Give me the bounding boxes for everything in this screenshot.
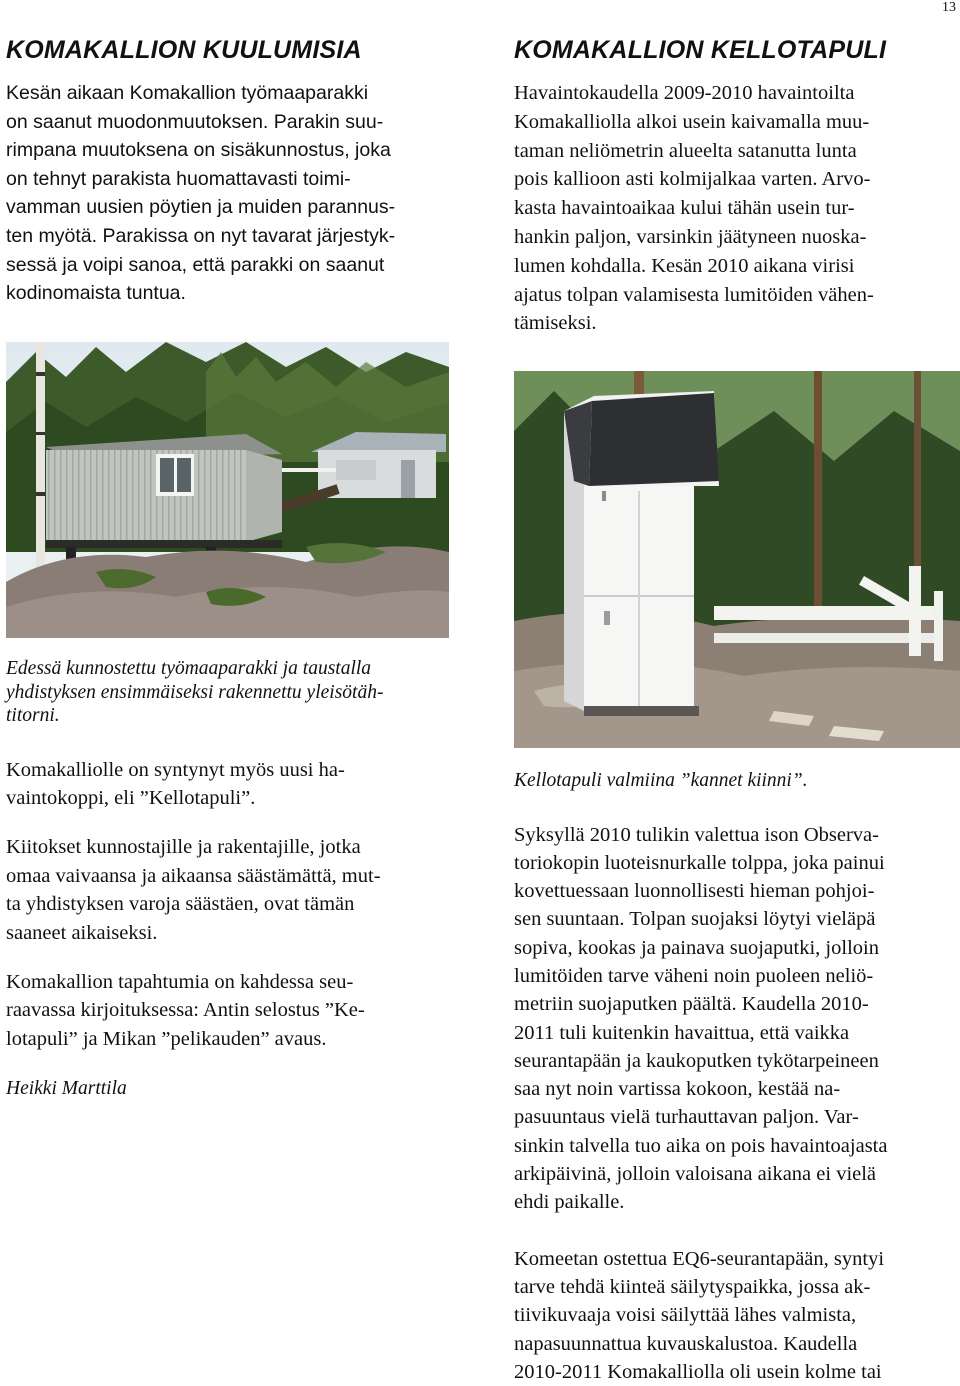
right-paragraph-2 xyxy=(514,1245,960,1386)
barrack-photo-caption xyxy=(6,657,451,728)
text-line: toriokopin luoteisnurkalle tolppa, joka painui xyxy=(514,851,885,874)
left-intro xyxy=(6,79,446,308)
right-lower xyxy=(514,769,960,1386)
text-line: vamman uusien pöytien ja muiden parannus- xyxy=(6,196,396,219)
bell-tower-photo-caption: Kellotapuli valmiina ”kannet kiinni”. xyxy=(514,770,808,791)
text-line: Komakalliolle on syntynyt myös uusi ha- xyxy=(6,758,345,781)
text-line: kodinomaista tuntua. xyxy=(6,282,186,305)
right-column xyxy=(514,36,960,338)
text-line: kasta havaintoaikaa kului tähän usein tur- xyxy=(514,197,855,220)
text-line: saaneet aikaiseksi. xyxy=(6,921,158,944)
left-paragraph-3 xyxy=(6,968,451,1053)
text-line: Komakalliolla alkoi usein kaivamalla muu- xyxy=(514,110,870,133)
text-line: vaintokoppi, eli ”Kellotapuli”. xyxy=(6,786,256,809)
text-line: pasuuntaus vielä turhauttavan paljon. Var- xyxy=(514,1106,859,1129)
text-line: kovettuessaan luonnollisesti hieman pohjoi- xyxy=(514,880,875,903)
text-line: ta yhdistyksen varoja säästäen, ovat tämän xyxy=(6,893,355,916)
text-line: metriin suojaputken päältä. Kaudella 2010- xyxy=(514,993,869,1016)
text-line: tarve tehdä kiinteä säilytyspaikka, jossa ak- xyxy=(514,1275,871,1298)
text-line: rimpana muutoksena on sisäkunnostus, joka xyxy=(6,139,391,162)
text-line: seurantapään ja kaukoputken tykötarpeineen xyxy=(514,1049,879,1072)
text-line: on tehnyt parakista huomattavasti toimi- xyxy=(6,167,351,190)
left-paragraph-2 xyxy=(6,833,451,947)
text-line: napasuunnattua kuvauskalustoa. Kaudella xyxy=(514,1332,858,1355)
text-line: tämiseksi. xyxy=(514,312,597,335)
text-line: ehdi paikalle. xyxy=(514,1191,625,1214)
text-line: ten myötä. Parakissa on nyt tavarat järjestyk- xyxy=(6,224,396,247)
caption-line: yhdistyksen ensimmäiseksi rakennettu yleisötäh- xyxy=(6,681,384,703)
right-paragraph-1 xyxy=(514,821,960,1217)
text-line: Komakallion tapahtumia on kahdessa seu- xyxy=(6,970,354,993)
text-line: 2011 tuli kuitenkin havaittua, että vaikka xyxy=(514,1021,850,1044)
text-line: sinkin talvella tuo aika on pois havaintoajasta xyxy=(514,1134,888,1157)
text-line: taman neliömetrin alueelta satanutta lunta xyxy=(514,139,857,162)
text-line: saa nyt noin vartissa kokoon, kestää na- xyxy=(514,1078,841,1101)
left-lower xyxy=(6,657,451,1101)
caption-line: Edessä kunnostettu työmaaparakki ja taustalla xyxy=(6,658,372,679)
left-paragraph-1 xyxy=(6,756,451,813)
text-line: 2010-2011 Komakalliolla oli usein kolme tai xyxy=(514,1360,882,1383)
text-line: sopiva, kookas ja painava suojaputki, jolloin xyxy=(514,936,879,959)
text-line: pois kallioon asti kolmijalkaa varten. Arvo- xyxy=(514,168,871,191)
caption-line: titorni. xyxy=(6,705,60,726)
barrack-photo xyxy=(6,342,449,638)
bell-tower-photo xyxy=(514,371,960,748)
page-number: 13 xyxy=(942,0,956,15)
text-line: tiivikuvaaja voisi säilyttää lähes valmista, xyxy=(514,1304,857,1327)
text-line: lumitöiden tarve väheni noin puoleen neliö- xyxy=(514,964,874,987)
text-line: Syksyllä 2010 tulikin valettua ison Observa- xyxy=(514,823,879,846)
text-line: Kesän aikaan Komakallion työmaaparakki xyxy=(6,82,369,104)
right-heading: KOMAKALLION KELLOTAPULI xyxy=(514,36,887,64)
author-signature: Heikki Marttila xyxy=(6,1078,127,1100)
text-line: sessä ja voipi sanoa, että parakki on saanut xyxy=(6,253,385,276)
text-line: ajatus tolpan valamisesta lumitöiden vähen- xyxy=(514,283,874,306)
text-line: arkipäivinä, jolloin valoisana aikana ei vielä xyxy=(514,1163,877,1186)
left-column xyxy=(6,36,446,308)
text-line: Havaintokaudella 2009-2010 havaintoilta xyxy=(514,82,855,104)
text-line: omaa vaivaansa ja aikaansa säästämättä, mut- xyxy=(6,864,381,887)
text-line: raavassa kirjoituksessa: Antin selostus ”Ke- xyxy=(6,999,365,1022)
text-line: sen suuntaan. Tolpan suojaksi löytyi vieläpä xyxy=(514,908,876,931)
right-intro xyxy=(514,79,960,338)
text-line: hankin paljon, varsinkin jäätyneen nuoska- xyxy=(514,225,867,248)
text-line: lumen kohdalla. Kesän 2010 aikana virisi xyxy=(514,254,855,277)
text-line: on saanut muodonmuutoksen. Parakin suu- xyxy=(6,110,384,133)
text-line: Kiitokset kunnostajille ja rakentajille, jotka xyxy=(6,836,361,859)
left-heading: KOMAKALLION KUULUMISIA xyxy=(6,36,362,64)
text-line: Komeetan ostettua EQ6-seurantapään, syntyi xyxy=(514,1247,885,1270)
text-line: lotapuli” ja Mikan ”pelikauden” avaus. xyxy=(6,1027,327,1050)
